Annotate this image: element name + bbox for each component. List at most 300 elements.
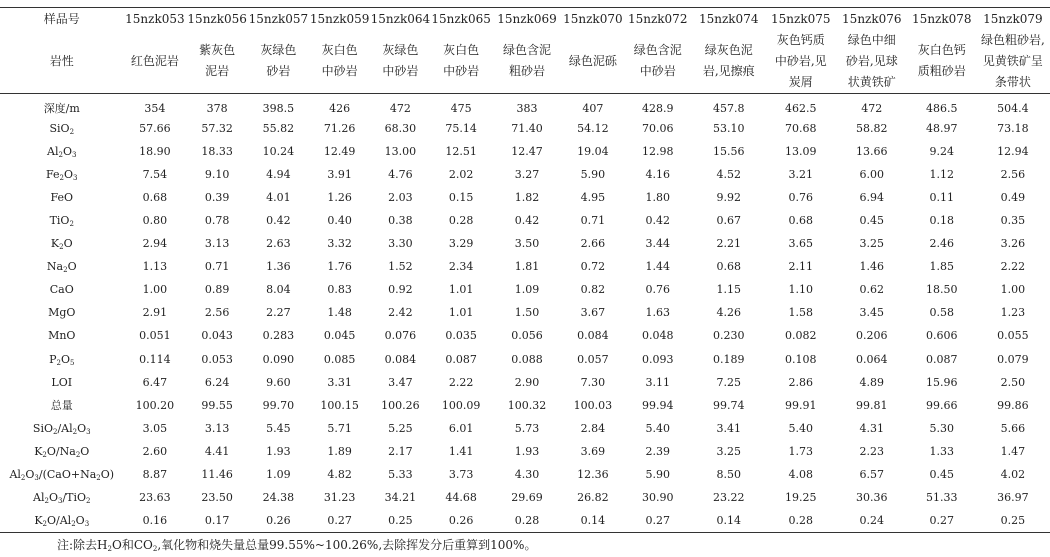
table-cell: 18.50 bbox=[926, 283, 958, 297]
table-cell: 57.32 bbox=[201, 121, 233, 135]
lithology-line: 中砂岩 bbox=[443, 64, 480, 79]
table-cell: 3.27 bbox=[514, 167, 540, 181]
table-cell: 2.84 bbox=[580, 421, 606, 435]
table-cell: 4.30 bbox=[514, 468, 540, 482]
table-cell: 0.14 bbox=[562, 509, 624, 532]
table-cell: 354 bbox=[144, 101, 166, 115]
table-cell: 398.5 bbox=[262, 101, 295, 115]
table-row bbox=[0, 163, 1050, 186]
table-cell: 3.30 bbox=[388, 237, 413, 251]
table-cell: 99.55 bbox=[201, 398, 233, 412]
table-cell: 23.22 bbox=[712, 491, 745, 505]
table-cell: 0.80 bbox=[142, 214, 168, 228]
lithology-cell bbox=[908, 30, 976, 94]
table-note: 注:除去$H_2O$和$CO_2$,氧化物和烧失量总量99.55%~100.26%,去除挥发分后重算到100%。 bbox=[57, 538, 537, 553]
table-cell: 12.49 bbox=[323, 144, 356, 158]
table-cell: 9.92 bbox=[716, 190, 741, 204]
table-row bbox=[0, 463, 1050, 486]
table-cell: 475 bbox=[450, 101, 472, 115]
table-cell: 0.079 bbox=[997, 352, 1029, 366]
lithology-cell bbox=[692, 30, 766, 94]
table-cell: 0.68 bbox=[142, 190, 168, 204]
table-cell: 8.04 bbox=[266, 283, 291, 297]
table-cell: 1.36 bbox=[266, 260, 291, 274]
table-row bbox=[0, 94, 1050, 117]
table-cell: 4.82 bbox=[327, 468, 352, 482]
table-cell: 8.50 bbox=[716, 468, 741, 482]
table-cell: 3.26 bbox=[1000, 237, 1026, 251]
table-cell: 99.74 bbox=[712, 398, 745, 412]
lithology-line: 岩,见擦痕 bbox=[702, 64, 755, 79]
table-cell: 24.38 bbox=[262, 491, 295, 505]
table-cell: 99.91 bbox=[785, 398, 817, 412]
table-cell: 0.49 bbox=[1000, 190, 1026, 204]
table-cell: 1.15 bbox=[716, 283, 741, 297]
sample-id-header: 15nzk064 bbox=[370, 11, 431, 26]
table-cell: 3.69 bbox=[580, 444, 606, 458]
table-cell: 19.04 bbox=[577, 144, 609, 158]
table-cell: 1.00 bbox=[1000, 283, 1026, 297]
table-cell: 0.40 bbox=[327, 214, 352, 228]
table-cell: 0.14 bbox=[692, 509, 766, 532]
lithology-cell bbox=[309, 30, 371, 94]
table-row bbox=[0, 301, 1050, 324]
table-cell: 2.56 bbox=[204, 306, 230, 320]
table-cell: 12.36 bbox=[577, 468, 609, 482]
table-cell: 5.30 bbox=[929, 421, 955, 435]
table-cell: 1.12 bbox=[929, 167, 955, 181]
table-cell: 4.26 bbox=[716, 306, 741, 320]
table-cell: 36.97 bbox=[997, 491, 1029, 505]
lithology-line: 见黄铁矿呈 bbox=[982, 53, 1043, 68]
table-cell: 5.66 bbox=[1000, 421, 1026, 435]
table-row bbox=[0, 278, 1050, 301]
table-cell: 1.09 bbox=[514, 283, 540, 297]
table-cell: 1.13 bbox=[142, 260, 168, 274]
table-cell: 0.087 bbox=[926, 352, 958, 366]
header-row-lithology bbox=[0, 30, 1050, 94]
row-label: $SiO_2/Al_2O_3$ bbox=[32, 421, 91, 436]
table-cell: 0.048 bbox=[641, 329, 674, 343]
table-cell: 426 bbox=[329, 101, 351, 115]
lithology-line: 中砂岩 bbox=[321, 64, 358, 79]
table-cell: 0.76 bbox=[645, 283, 670, 297]
table-cell: 44.68 bbox=[445, 491, 477, 505]
table-cell: 7.30 bbox=[580, 375, 606, 389]
table-row bbox=[0, 117, 1050, 140]
lithology-line: 灰色钙质 bbox=[776, 32, 825, 47]
table-cell: 1.58 bbox=[788, 306, 814, 320]
table-cell: 0.055 bbox=[997, 329, 1029, 343]
table-cell: 31.23 bbox=[323, 491, 356, 505]
table-cell: 0.090 bbox=[262, 352, 295, 366]
lithology-cell bbox=[562, 30, 624, 94]
lithology-line: 绿色含泥 bbox=[633, 43, 682, 58]
table-cell: 3.45 bbox=[859, 306, 885, 320]
row-label: $Al_2O_3/(CaO+Na_2O)$ bbox=[9, 468, 115, 483]
table-row bbox=[0, 324, 1050, 347]
table-cell: 2.22 bbox=[1000, 260, 1026, 274]
table-row bbox=[0, 371, 1050, 394]
lithology-line: 粗砂岩 bbox=[508, 64, 545, 79]
table-cell: 0.71 bbox=[204, 260, 230, 274]
row-label: SiO$_2$ bbox=[49, 121, 75, 136]
table-cell: 3.31 bbox=[327, 375, 352, 389]
row-label: $Al_2O_3$ bbox=[47, 144, 77, 159]
table-cell: 100.32 bbox=[507, 398, 547, 412]
lithology-cell bbox=[124, 30, 187, 94]
table-cell: 0.28 bbox=[492, 509, 562, 532]
lithology-line: 中砂岩,见 bbox=[774, 53, 827, 68]
table-cell: 18.33 bbox=[201, 144, 233, 158]
table-cell: 13.00 bbox=[384, 144, 417, 158]
table-cell: 0.056 bbox=[511, 329, 543, 343]
table-cell: 0.72 bbox=[580, 260, 606, 274]
table-cell: 99.70 bbox=[262, 398, 295, 412]
header-row-sample bbox=[0, 8, 1050, 30]
table-cell: 0.42 bbox=[266, 214, 291, 228]
table-cell: 2.22 bbox=[448, 375, 474, 389]
table-cell: 99.81 bbox=[856, 398, 888, 412]
table-cell: 1.76 bbox=[327, 260, 352, 274]
lithology-cell bbox=[766, 30, 836, 94]
table-cell: 0.25 bbox=[976, 509, 1050, 532]
table-row bbox=[0, 486, 1050, 509]
lithology-cell bbox=[430, 30, 492, 94]
table-cell: 486.5 bbox=[926, 101, 958, 115]
table-cell: 4.52 bbox=[716, 167, 741, 181]
table-row bbox=[0, 417, 1050, 440]
lithology-line: 中砂岩 bbox=[639, 64, 676, 79]
table-cell: 0.051 bbox=[139, 329, 171, 343]
lithology-line: 泥岩 bbox=[205, 64, 230, 79]
table-cell: 0.11 bbox=[929, 190, 955, 204]
table-cell: 1.26 bbox=[327, 190, 352, 204]
table-cell: 0.206 bbox=[856, 329, 888, 343]
table-cell: 57.66 bbox=[139, 121, 171, 135]
lithology-line: 绿灰色泥 bbox=[704, 43, 753, 58]
sample-id-header: 15nzk057 bbox=[248, 11, 309, 26]
sample-id-header: 15nzk065 bbox=[431, 11, 491, 26]
table-cell: 9.60 bbox=[266, 375, 291, 389]
table-cell: 3.29 bbox=[448, 237, 474, 251]
table-cell: 2.63 bbox=[266, 237, 291, 251]
lithology-line: 绿色中细 bbox=[847, 32, 896, 47]
table-cell: 1.93 bbox=[266, 444, 291, 458]
table-cell: 0.68 bbox=[788, 214, 814, 228]
table-cell: 457.8 bbox=[712, 101, 745, 115]
table-cell: 99.94 bbox=[641, 398, 674, 412]
table-cell: 1.33 bbox=[929, 444, 955, 458]
table-cell: 5.90 bbox=[645, 468, 670, 482]
table-cell: 2.11 bbox=[788, 260, 814, 274]
table-cell: 3.25 bbox=[859, 237, 885, 251]
table-cell: 1.82 bbox=[514, 190, 540, 204]
lithology-line: 绿色泥砾 bbox=[568, 53, 617, 68]
sample-id-header: 15nzk078 bbox=[912, 11, 972, 26]
table-cell: 1.00 bbox=[142, 283, 168, 297]
table-cell: 15.96 bbox=[926, 375, 958, 389]
table-cell: 1.81 bbox=[514, 260, 540, 274]
table-cell: 1.23 bbox=[1000, 306, 1026, 320]
table-cell: 0.108 bbox=[785, 352, 817, 366]
geochemistry-table bbox=[0, 7, 1050, 533]
table-cell: 2.21 bbox=[716, 237, 741, 251]
table-cell: 100.15 bbox=[320, 398, 359, 412]
table-cell: 0.606 bbox=[926, 329, 958, 343]
table-cell: 3.67 bbox=[580, 306, 606, 320]
table-cell: 3.25 bbox=[716, 444, 741, 458]
table-cell: 100.09 bbox=[441, 398, 481, 412]
table-cell: 70.06 bbox=[641, 121, 674, 135]
table-row bbox=[0, 394, 1050, 417]
sample-id-header: 15nzk069 bbox=[497, 11, 557, 26]
table-cell: 0.082 bbox=[785, 329, 817, 343]
table-cell: 4.94 bbox=[266, 167, 291, 181]
table-cell: 7.54 bbox=[142, 167, 168, 181]
table-cell: 70.68 bbox=[785, 121, 817, 135]
table-cell: 0.27 bbox=[908, 509, 976, 532]
table-cell: 0.68 bbox=[716, 260, 741, 274]
row-label: $K_2O/Na_2O$ bbox=[34, 444, 90, 459]
lithology-cell bbox=[976, 30, 1050, 94]
row-label: LOI bbox=[51, 375, 73, 389]
table-cell: 1.46 bbox=[859, 260, 885, 274]
table-row bbox=[0, 255, 1050, 278]
table-cell: 4.01 bbox=[266, 190, 291, 204]
table-cell: 2.27 bbox=[266, 306, 291, 320]
table-cell: 23.63 bbox=[139, 491, 171, 505]
table-cell: 0.24 bbox=[836, 509, 908, 532]
sample-id-header: 15nzk053 bbox=[125, 11, 185, 26]
table-cell: 0.42 bbox=[645, 214, 670, 228]
table-cell: 0.35 bbox=[1000, 214, 1026, 228]
table-cell: 1.01 bbox=[448, 306, 474, 320]
lithology-line: 砂岩 bbox=[266, 64, 291, 79]
table-cell: 407 bbox=[582, 101, 604, 115]
table-cell: 0.83 bbox=[327, 283, 352, 297]
lithology-cell bbox=[186, 30, 248, 94]
table-cell: 472 bbox=[389, 101, 411, 115]
table-cell: 1.93 bbox=[514, 444, 540, 458]
table-cell: 2.66 bbox=[580, 237, 606, 251]
table-cell: 1.80 bbox=[645, 190, 670, 204]
sample-id-header: 15nzk056 bbox=[187, 11, 247, 26]
table-cell: 6.01 bbox=[448, 421, 474, 435]
table-cell: 30.90 bbox=[641, 491, 674, 505]
table-cell: 0.82 bbox=[580, 283, 606, 297]
table-cell: 1.44 bbox=[645, 260, 670, 274]
row-label: MnO bbox=[48, 329, 76, 343]
table-cell: 100.26 bbox=[381, 398, 420, 412]
table-cell: 3.65 bbox=[788, 237, 814, 251]
table-cell: 0.084 bbox=[384, 352, 417, 366]
table-cell: 12.94 bbox=[997, 144, 1029, 158]
row-label: $P_2O_5$ bbox=[49, 352, 75, 367]
table-cell: 0.71 bbox=[580, 214, 606, 228]
row-label: $K_2O/Al_2O_3$ bbox=[0, 509, 124, 532]
sample-id-header: 15nzk079 bbox=[983, 11, 1043, 26]
table-cell: 48.97 bbox=[926, 121, 958, 135]
table-cell: 4.02 bbox=[1000, 468, 1026, 482]
lithology-line: 灰白色 bbox=[443, 43, 480, 58]
lithology-line: 砂岩,见球 bbox=[845, 53, 898, 68]
table-cell: 1.73 bbox=[788, 444, 814, 458]
row-label: TiO$_2$ bbox=[49, 214, 74, 229]
table-cell: 462.5 bbox=[785, 101, 817, 115]
table-cell: 10.24 bbox=[262, 144, 295, 158]
table-cell: 4.89 bbox=[859, 375, 885, 389]
table-cell: 6.57 bbox=[859, 468, 885, 482]
row-label: 深度/m bbox=[43, 101, 80, 115]
table-cell: 383 bbox=[516, 101, 538, 115]
table-row bbox=[0, 140, 1050, 163]
table-cell: 9.24 bbox=[929, 144, 955, 158]
table-cell: 5.40 bbox=[788, 421, 814, 435]
table-cell: 4.41 bbox=[204, 444, 230, 458]
table-cell: 0.28 bbox=[448, 214, 474, 228]
table-cell: 9.10 bbox=[204, 167, 230, 181]
table-cell: 0.230 bbox=[712, 329, 745, 343]
table-cell: 0.78 bbox=[204, 214, 230, 228]
table-row bbox=[0, 209, 1050, 232]
table-cell: 2.94 bbox=[142, 237, 168, 251]
sample-id-header: 15nzk075 bbox=[771, 11, 831, 26]
table-cell: 11.46 bbox=[201, 468, 233, 482]
table-cell: 2.46 bbox=[929, 237, 955, 251]
lithology-line: 绿色粗砂岩, bbox=[980, 32, 1045, 47]
table-cell: 0.39 bbox=[204, 190, 230, 204]
table-cell: 0.114 bbox=[139, 352, 171, 366]
sample-id-header: 15nzk059 bbox=[309, 11, 370, 26]
table-cell: 12.51 bbox=[445, 144, 477, 158]
table-cell: 378 bbox=[206, 101, 228, 115]
table-row bbox=[0, 440, 1050, 463]
table-row bbox=[0, 348, 1050, 371]
table-cell: 1.10 bbox=[788, 283, 814, 297]
table-row bbox=[0, 232, 1050, 255]
lithology-line: 中砂岩 bbox=[382, 64, 419, 79]
table-cell: 0.38 bbox=[388, 214, 413, 228]
table-cell: 3.73 bbox=[448, 468, 474, 482]
table-cell: 15.56 bbox=[712, 144, 745, 158]
table-cell: 0.67 bbox=[716, 214, 741, 228]
lithology-line: 灰白色钙 bbox=[917, 43, 966, 58]
table-cell: 0.45 bbox=[929, 468, 955, 482]
table-cell: 6.00 bbox=[859, 167, 885, 181]
table-cell: 3.41 bbox=[716, 421, 741, 435]
table-cell: 2.60 bbox=[142, 444, 168, 458]
table-cell: 4.16 bbox=[645, 167, 670, 181]
table-cell: 504.4 bbox=[997, 101, 1029, 115]
table-cell: 1.47 bbox=[1000, 444, 1026, 458]
lithology-line: 紫灰色 bbox=[199, 43, 236, 58]
table-cell: 0.076 bbox=[384, 329, 417, 343]
table-cell: 0.085 bbox=[323, 352, 356, 366]
table-cell: 51.33 bbox=[926, 491, 958, 505]
table-cell: 71.40 bbox=[511, 121, 543, 135]
row-label: CaO bbox=[49, 283, 74, 297]
row-label: $Al_2O_3/TiO_2$ bbox=[33, 491, 91, 506]
table-cell: 0.064 bbox=[856, 352, 888, 366]
lithology-line: 质粗砂岩 bbox=[917, 64, 966, 79]
table-cell: 0.093 bbox=[641, 352, 674, 366]
table-cell: 2.23 bbox=[859, 444, 885, 458]
table-cell: 6.94 bbox=[859, 190, 885, 204]
lithology-cell bbox=[836, 30, 908, 94]
table-cell: 13.09 bbox=[785, 144, 817, 158]
table-cell: 0.62 bbox=[859, 283, 885, 297]
sample-id-header: 15nzk072 bbox=[627, 11, 688, 26]
table-row bbox=[0, 186, 1050, 209]
table-cell: 0.27 bbox=[624, 509, 692, 532]
table-cell: 0.283 bbox=[262, 329, 295, 343]
table-cell: 0.26 bbox=[430, 509, 492, 532]
table-cell: 3.44 bbox=[645, 237, 670, 251]
lithology-cell bbox=[371, 30, 431, 94]
table-cell: 1.52 bbox=[388, 260, 413, 274]
table-cell: 23.50 bbox=[201, 491, 233, 505]
table-cell: 99.66 bbox=[926, 398, 958, 412]
table-cell: 99.86 bbox=[997, 398, 1029, 412]
sample-id-header: 15nzk076 bbox=[842, 11, 902, 26]
table-cell: 0.15 bbox=[448, 190, 474, 204]
table-cell: 34.21 bbox=[384, 491, 417, 505]
lithology-cell bbox=[624, 30, 692, 94]
table-cell: 0.89 bbox=[204, 283, 230, 297]
table-cell: 100.20 bbox=[135, 398, 175, 412]
table-cell: 13.66 bbox=[856, 144, 888, 158]
table-cell: 1.85 bbox=[929, 260, 955, 274]
table-cell: 472 bbox=[861, 101, 883, 115]
table-cell: 0.17 bbox=[186, 509, 248, 532]
table-cell: 0.045 bbox=[323, 329, 356, 343]
table-cell: 5.71 bbox=[327, 421, 352, 435]
row-label: MgO bbox=[48, 306, 76, 320]
table-cell: 1.09 bbox=[266, 468, 291, 482]
table-cell: 0.42 bbox=[514, 214, 540, 228]
table-cell: 0.053 bbox=[201, 352, 233, 366]
table-cell: 7.25 bbox=[716, 375, 741, 389]
table-cell: 0.92 bbox=[388, 283, 413, 297]
table-cell: 3.32 bbox=[327, 237, 352, 251]
table-cell: 19.25 bbox=[785, 491, 817, 505]
table-cell: 12.47 bbox=[511, 144, 543, 158]
row-label: $K_2O$ bbox=[50, 237, 73, 252]
table-cell: 1.01 bbox=[448, 283, 474, 297]
table-cell: 5.73 bbox=[514, 421, 540, 435]
table-cell: 1.89 bbox=[327, 444, 352, 458]
table-cell: 0.25 bbox=[371, 509, 431, 532]
table-cell: 0.043 bbox=[201, 329, 233, 343]
table-cell: 2.90 bbox=[514, 375, 540, 389]
table-cell: 1.50 bbox=[514, 306, 540, 320]
table-cell: 0.28 bbox=[766, 509, 836, 532]
table-cell: 3.50 bbox=[514, 237, 540, 251]
table-row bbox=[0, 509, 1050, 532]
table-cell: 68.30 bbox=[384, 121, 417, 135]
table-cell: 6.24 bbox=[204, 375, 230, 389]
table-cell: 26.82 bbox=[577, 491, 609, 505]
table-cell: 3.05 bbox=[142, 421, 168, 435]
table-cell: 3.47 bbox=[388, 375, 413, 389]
table-cell: 30.36 bbox=[856, 491, 888, 505]
table-cell: 6.47 bbox=[142, 375, 168, 389]
table-cell: 0.16 bbox=[124, 509, 187, 532]
table-cell: 4.76 bbox=[388, 167, 413, 181]
table-cell: 4.31 bbox=[859, 421, 885, 435]
table-cell: 58.82 bbox=[856, 121, 888, 135]
